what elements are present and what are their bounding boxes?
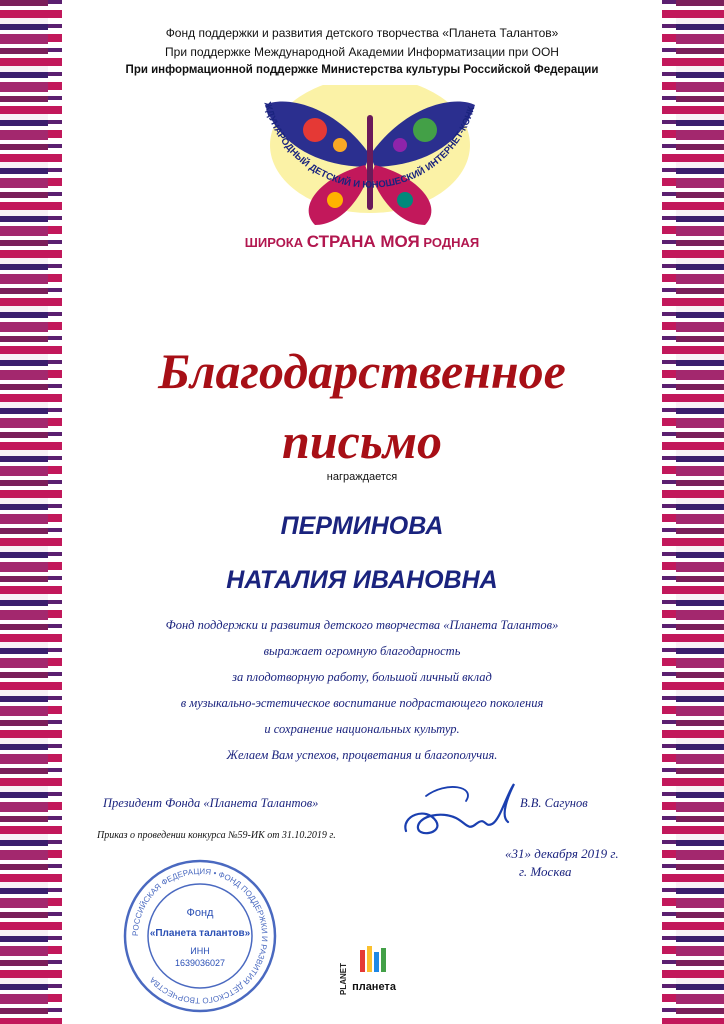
small-logo-word: планета [352,981,396,993]
recipient-surname: ПЕРМИНОВА [280,512,444,540]
recipient-given-names: НАТАЛИЯ ИВАНОВНА [226,566,498,594]
stamp-line-3: ИНН [190,946,210,956]
foundation-stamp [120,856,280,1016]
signatory-name: В.В. Сагунов [520,796,588,810]
issue-city: г. Москва [519,864,572,879]
body-line-2: выражает огромную благодарность [263,644,461,658]
logo-tagline [200,232,524,252]
signatory-position: Президент Фонда «Планета Талантов» [103,796,319,810]
right-ornament-border [662,0,724,1024]
stamp-line-1: Фонд [186,907,214,919]
issue-date: «31» декабря 2019 г. [505,846,619,861]
stamp-line-2: «Планета талантов» [149,928,251,939]
body-line-1: Фонд поддержки и развития детского творчества «Планета Талантов» [165,618,559,632]
header-ministry-line: При информационной поддержке Министерства культуры Российской Федерации [125,64,599,76]
tagline-part-1: ШИРОКА [244,235,304,250]
tagline-part-2: СТРАНА МОЯ [306,232,420,251]
small-logo-vertical-text: PLANET [339,963,348,995]
title-line-1: Благодарственное [158,343,566,399]
header-academy-line: При поддержке Международной Академии Информатизации при ООН [165,45,559,59]
logo-arc-text: ЖДУНАРОДНЫЙ ДЕТСКИЙ И ЮНОШЕСКИЙ ИНТЕРНЕТ-КОНК [261,100,478,191]
planeta-small-logo-icon [338,940,398,1006]
body-line-4: в музыкально-эстетическое воспитание подрастающего поколения [180,696,544,710]
body-line-5: и сохранение национальных культур. [264,722,460,736]
tagline-part-3: РОДНАЯ [423,235,480,250]
title-line-2: письмо [282,413,442,469]
body-line-6: Желаем Вам успехов, процветания и благополучия. [226,748,498,762]
contest-butterfly-logo [245,85,495,255]
header-foundation-line: Фонд поддержки и развития детского творчества «Планета Талантов» [165,26,559,40]
awarded-label: награждается [326,471,398,483]
order-reference: Приказ о проведении конкурса №59-ИК от 31.10.2019 г. [97,830,336,841]
left-ornament-border [0,0,62,1024]
stamp-ring-text: РОССИЙСКАЯ ФЕДЕРАЦИЯ • ФОНД ПОДДЕРЖКИ И РАЗВИТИЯ ДЕТСКОГО ТВОРЧЕСТВА [130,866,270,1006]
body-line-3: за плодотворную работу, большой личный вклад [232,670,492,684]
stamp-line-4: 1639036027 [174,958,226,968]
signature-icon [396,776,526,846]
